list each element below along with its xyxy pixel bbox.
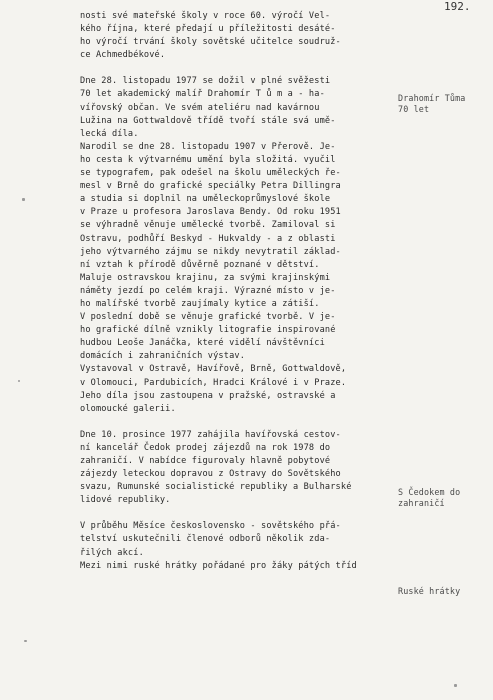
- text-line: svazu, Rumunské socialistické republiky a Bulharské: [80, 482, 352, 493]
- text-line: Maluje ostravskou krajinu, za svými krajinskými: [80, 272, 331, 283]
- text-line: olomoucké galerii.: [80, 403, 176, 414]
- scan-speck: [18, 380, 20, 382]
- text-line: kého října, které předají u příležitosti desáté-: [80, 24, 336, 35]
- side-note-hratky: [398, 586, 460, 597]
- text-line: Dne 10. prosince 1977 zahájila havířovská cestov-: [80, 429, 341, 440]
- text-line: a studia si doplnil na uměleckoprůmyslové škole: [80, 194, 331, 205]
- text-line: Narodil se dne 28. listopadu 1907 v Přerově. Je-: [80, 141, 336, 152]
- text-line: zájezdy leteckou dopravou z Ostravy do Sovětského: [80, 469, 341, 480]
- side-note-tuma: [398, 93, 466, 115]
- text-line: ce Achmedbékové.: [80, 50, 166, 61]
- text-line: se výhradně věnuje umělecké tvorbě. Zamiloval si: [80, 220, 336, 231]
- text-line: v Praze u profesora Jaroslava Bendy. Od roku 1951: [80, 207, 341, 218]
- text-line: mesl v Brně do grafické speciálky Petra Dillingra: [80, 181, 341, 192]
- text-line: ní kancelář Čedok prodej zájezdů na rok 1978 do: [80, 442, 331, 453]
- text-line: ho malířské tvorbě zaujímaly kytice a zátiší.: [80, 298, 320, 309]
- text-line: Vystavoval v Ostravě, Havířově, Brně, Gottwaldově,: [80, 364, 347, 375]
- text-line: V poslední době se věnuje grafické tvorbě. V je-: [80, 312, 336, 323]
- text-line: jeho výtvarného zájmu se nikdy nevytratil základ-: [80, 246, 341, 257]
- text-line: Jeho díla jsou zastoupena v pražské, ostravské a: [80, 390, 336, 401]
- text-line: domácích i zahraničních výstav.: [80, 351, 246, 362]
- text-line: lecká díla.: [80, 128, 139, 139]
- text-line: Dne 28. listopadu 1977 se dožil v plné svěžesti: [80, 76, 331, 87]
- text-line: v Olomouci, Pardubicích, Hradci Králové i v Praze.: [80, 377, 347, 388]
- side-note-cedok: [398, 487, 460, 509]
- text-line: ní vztah k přírodě důvěrně poznané v dětství.: [80, 259, 320, 270]
- side-note-line: zahraničí: [398, 498, 445, 508]
- text-line: ho cesta k výtvarnému umění byla složitá. vyučil: [80, 154, 336, 165]
- text-line: telství uskutečnili členové odborů několik zda-: [80, 534, 331, 545]
- text-line: ho výročí trvání školy sovětské učitelce soudruž-: [80, 37, 341, 48]
- text-line: ho grafické dílně vznikly litografie inspirované: [80, 325, 336, 336]
- text-line: Lužina na Gottwaldově třídě tvoří stále svá umě-: [80, 115, 336, 126]
- text-line: hudbou Leoše Janáčka, které vidělí návštěvníci: [80, 338, 325, 349]
- text-line: V průběhu Měsíce československo - sovětského přá-: [80, 521, 341, 532]
- paragraph: [80, 75, 402, 415]
- text-line: 70 let akademický malíř Drahomír T ů m a - ha-: [80, 89, 325, 100]
- page-number: 192.: [444, 0, 471, 13]
- text-line: řilých akcí.: [80, 547, 144, 558]
- side-note-line: Drahomír Tůma: [398, 93, 466, 103]
- paragraph: [80, 429, 402, 508]
- text-line: Mezi nimi ruské hrátky pořádané pro žáky pátých tříd: [80, 560, 357, 571]
- text-line: náměty jezdí po celém kraji. Výrazné místo v je-: [80, 285, 336, 296]
- text-line: lidové republiky.: [80, 495, 171, 506]
- side-note-line: S Čedokem do: [398, 487, 461, 497]
- text-line: nosti své mateřské školy v roce 60. výročí Vel-: [80, 11, 331, 21]
- main-text-column: [80, 10, 402, 586]
- scan-speck: [24, 640, 27, 642]
- text-line: se typografem, pak odešel na školu uměleckých ře-: [80, 168, 341, 179]
- text-line: Ostravu, podhůří Beskyd - Hukvaldy - a z oblasti: [80, 233, 336, 244]
- text-line: vířovský občan. Ve svém ateliéru nad kavárnou: [80, 102, 320, 113]
- text-line: zahraničí. V nabídce figurovaly hlavně pobytové: [80, 456, 331, 466]
- paragraph: [80, 520, 402, 572]
- side-note-line: Ruské hrátky: [398, 586, 461, 596]
- side-note-line: 70 let: [398, 104, 430, 114]
- paragraph: [80, 10, 402, 62]
- scan-speck: [454, 684, 457, 687]
- scan-speck: [22, 198, 25, 201]
